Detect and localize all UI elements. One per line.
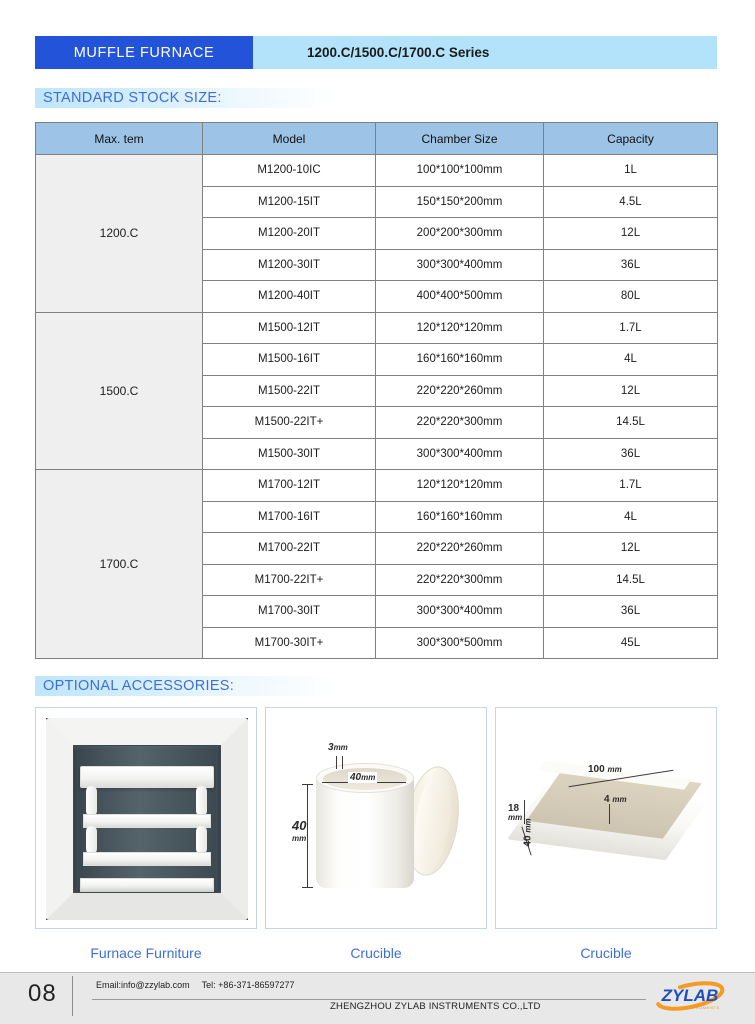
- cell-capacity: 12L: [544, 218, 718, 250]
- dim-value: 4: [604, 794, 610, 805]
- cell-model: M1700-12IT: [203, 470, 376, 502]
- contact-info: [96, 980, 307, 990]
- dim-value: 18: [508, 803, 520, 814]
- column-header-max-tem: Max. tem: [36, 123, 203, 155]
- banner-category-badge: MUFFLE FURNACE: [35, 36, 253, 69]
- cell-model: M1200-30IT: [203, 249, 376, 281]
- cell-chamber: 160*160*160mm: [376, 501, 544, 533]
- dim-label-wall-thickness: [328, 742, 348, 753]
- dim-cap-top: [302, 784, 313, 785]
- cell-chamber: 160*160*160mm: [376, 344, 544, 376]
- cell-model: M1200-40IT: [203, 281, 376, 313]
- accessory-item-furnace-furniture: [35, 707, 257, 961]
- cell-capacity: 12L: [544, 375, 718, 407]
- cell-model: M1500-22IT+: [203, 407, 376, 439]
- cell-capacity: 1L: [544, 155, 718, 187]
- cell-chamber: 100*100*100mm: [376, 155, 544, 187]
- contact-email[interactable]: Email:info@zzylab.com: [96, 980, 190, 990]
- column-header-model: Model: [203, 123, 376, 155]
- cell-capacity: 45L: [544, 627, 718, 659]
- dim-label-length: [588, 764, 622, 775]
- cell-model: M1200-10IC: [203, 155, 376, 187]
- company-name: ZHENGZHOU ZYLAB INSTRUMENTS CO.,LTD: [330, 1001, 541, 1012]
- dim-tick-wall-2: [342, 756, 343, 769]
- cell-model: M1500-12IT: [203, 312, 376, 344]
- page-number-separator: [72, 976, 73, 1016]
- dim-unit: mm: [612, 795, 627, 804]
- column-header-chamber-size: Chamber Size: [376, 123, 544, 155]
- dim-value: 3: [328, 742, 334, 753]
- cell-model: M1700-30IT: [203, 596, 376, 628]
- cell-capacity: 1.7L: [544, 312, 718, 344]
- cell-model: M1700-22IT+: [203, 564, 376, 596]
- cell-chamber: 300*300*400mm: [376, 249, 544, 281]
- cell-capacity: 4L: [544, 344, 718, 376]
- cell-model: M1500-22IT: [203, 375, 376, 407]
- dim-unit: mm: [292, 834, 307, 843]
- column-header-capacity: Capacity: [544, 123, 718, 155]
- cell-model: M1200-20IT: [203, 218, 376, 250]
- dim-label-width-40: [524, 818, 533, 846]
- cell-chamber: 300*300*500mm: [376, 627, 544, 659]
- table-header-row: [36, 123, 718, 155]
- cell-capacity: 36L: [544, 438, 718, 470]
- cell-chamber: 200*200*300mm: [376, 218, 544, 250]
- contact-tel: Tel: +86-371-86597277: [201, 980, 295, 990]
- dim-label-height: [292, 820, 306, 844]
- dim-value: 100: [588, 764, 605, 775]
- cell-model: M1200-15IT: [203, 186, 376, 218]
- cell-model: M1700-30IT+: [203, 627, 376, 659]
- dim-value: 40: [522, 835, 534, 847]
- dim-value: 40: [350, 772, 362, 783]
- cell-model: M1500-16IT: [203, 344, 376, 376]
- furnace-door-frame: [46, 718, 248, 920]
- cell-chamber: 300*300*400mm: [376, 596, 544, 628]
- dim-unit: mm: [361, 773, 376, 782]
- dim-unit: mm: [607, 765, 622, 774]
- svg-text:ZYLAB: ZYLAB: [661, 986, 719, 1005]
- cell-chamber: 220*220*260mm: [376, 375, 544, 407]
- zylab-logo: [647, 980, 733, 1014]
- accessory-caption: Crucible: [580, 945, 632, 961]
- boat-crucible: [514, 764, 704, 884]
- accessories-gallery: [35, 707, 717, 961]
- crucible-boat-photo: [495, 707, 717, 929]
- dim-cap-bottom: [302, 887, 313, 888]
- footer-rule: [92, 999, 646, 1000]
- svg-text:INSTRUMENTS: INSTRUMENTS: [684, 1005, 720, 1010]
- dim-unit: mm: [523, 818, 533, 833]
- crucible-cylindrical-photo: [265, 707, 487, 929]
- section-heading-standard-stock-size: STANDARD STOCK SIZE:: [35, 88, 335, 108]
- cell-model: M1500-30IT: [203, 438, 376, 470]
- page-footer: [0, 972, 755, 1024]
- table-row: [36, 312, 718, 344]
- cell-capacity: 14.5L: [544, 407, 718, 439]
- cell-model: M1700-16IT: [203, 501, 376, 533]
- cell-chamber: 300*300*400mm: [376, 438, 544, 470]
- banner-series-label: 1200.C/1500.C/1700.C Series: [307, 45, 490, 60]
- dim-unit: mm: [508, 813, 523, 822]
- cell-chamber: 150*150*200mm: [376, 186, 544, 218]
- cell-chamber: 120*120*120mm: [376, 470, 544, 502]
- cell-chamber: 220*220*260mm: [376, 533, 544, 565]
- cell-chamber: 220*220*300mm: [376, 564, 544, 596]
- cell-capacity: 36L: [544, 596, 718, 628]
- cell-capacity: 12L: [544, 533, 718, 565]
- group-label-1500c: 1500.C: [36, 312, 203, 470]
- cell-capacity: 36L: [544, 249, 718, 281]
- cell-chamber: 220*220*300mm: [376, 407, 544, 439]
- cell-capacity: 4L: [544, 501, 718, 533]
- cell-capacity: 4.5L: [544, 186, 718, 218]
- dim-label-height-18: [508, 804, 522, 822]
- accessory-item-crucible-cylindrical: [265, 707, 487, 961]
- furnace-furniture-photo: [35, 707, 257, 929]
- accessory-item-crucible-boat: [495, 707, 717, 961]
- cell-chamber: 400*400*500mm: [376, 281, 544, 313]
- specification-table: [35, 122, 718, 659]
- accessory-caption: Crucible: [350, 945, 402, 961]
- product-banner: [35, 36, 717, 69]
- group-label-1200c: 1200.C: [36, 155, 203, 313]
- dim-value: 40: [292, 818, 307, 833]
- dim-unit: mm: [333, 743, 348, 752]
- accessory-caption: Furnace Furniture: [90, 945, 202, 961]
- cell-capacity: 14.5L: [544, 564, 718, 596]
- section-heading-optional-accessories: OPTIONAL ACCESSORIES:: [35, 676, 335, 696]
- group-label-1700c: 1700.C: [36, 470, 203, 659]
- dim-line-height: [307, 784, 308, 888]
- table-row: [36, 470, 718, 502]
- dim-tick-wall: [336, 756, 337, 769]
- cell-chamber: 120*120*120mm: [376, 312, 544, 344]
- page-number: 08: [28, 980, 57, 1007]
- dim-line-thickness-4: [609, 804, 610, 824]
- dim-label-diameter: [348, 772, 377, 783]
- cell-model: M1700-22IT: [203, 533, 376, 565]
- cell-capacity: 80L: [544, 281, 718, 313]
- cell-capacity: 1.7L: [544, 470, 718, 502]
- table-body: [36, 155, 718, 659]
- footer-divider: [0, 972, 755, 973]
- table-row: [36, 155, 718, 187]
- dim-label-thickness-4: [604, 794, 627, 805]
